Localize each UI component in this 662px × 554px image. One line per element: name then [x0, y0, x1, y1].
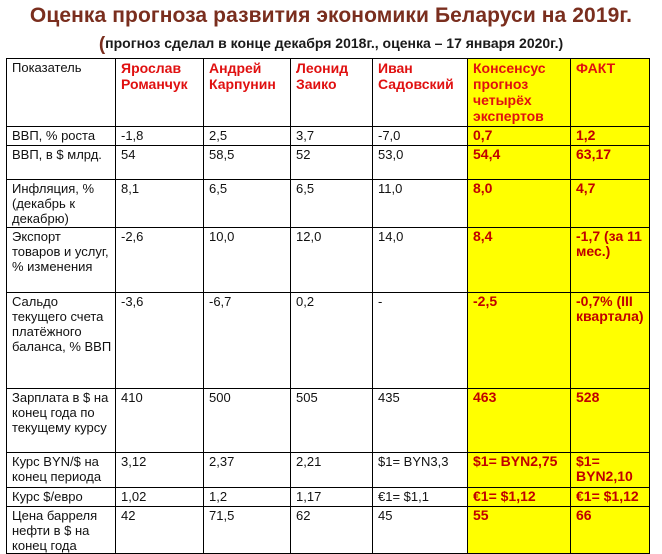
cell-fact: 1,2 [571, 127, 650, 146]
cell-consensus: 8,4 [468, 228, 571, 293]
table-row [7, 293, 650, 389]
cell-sadovsky: $1= BYN3,3 [373, 453, 468, 488]
cell-sadovsky: 45 [373, 507, 468, 554]
row-label: Курс $/евро [7, 488, 116, 507]
cell-fact: -1,7 (за 11 мес.) [571, 228, 650, 293]
page-subtitle [0, 34, 662, 56]
header-romanchuk: Ярослав Романчук [116, 59, 204, 127]
cell-fact: 66 [571, 507, 650, 554]
cell-romanchuk: -2,6 [116, 228, 204, 293]
header-karpunin: Андрей Карпунин [204, 59, 291, 127]
row-label: Инфляция, % (декабрь к декабрю) [7, 180, 116, 228]
table-row [7, 507, 650, 554]
cell-karpunin: -6,7 [204, 293, 291, 389]
cell-zaiko: 1,17 [291, 488, 373, 507]
table-row [7, 180, 650, 228]
cell-fact: €1= $1,12 [571, 488, 650, 507]
cell-consensus: 463 [468, 389, 571, 453]
cell-zaiko: 505 [291, 389, 373, 453]
cell-fact: $1= BYN2,10 [571, 453, 650, 488]
cell-fact: 63,17 [571, 146, 650, 180]
table-row [7, 127, 650, 146]
table-row [7, 146, 650, 180]
row-label: Сальдо текущего счета платёжного баланса, % ВВП [7, 293, 116, 389]
cell-romanchuk: 1,02 [116, 488, 204, 507]
cell-consensus: 8,0 [468, 180, 571, 228]
cell-sadovsky: 11,0 [373, 180, 468, 228]
header-row [7, 59, 650, 127]
cell-romanchuk: 54 [116, 146, 204, 180]
cell-fact: 528 [571, 389, 650, 453]
cell-sadovsky: - [373, 293, 468, 389]
forecast-table [6, 58, 650, 554]
cell-consensus: 55 [468, 507, 571, 554]
cell-sadovsky: -7,0 [373, 127, 468, 146]
row-label: Курс BYN/$ на конец периода [7, 453, 116, 488]
cell-romanchuk: 42 [116, 507, 204, 554]
cell-sadovsky: 14,0 [373, 228, 468, 293]
cell-karpunin: 2,5 [204, 127, 291, 146]
header-sadovsky: Иван Садовский [373, 59, 468, 127]
table-row [7, 488, 650, 507]
row-label: Экспорт товаров и услуг, % изменения [7, 228, 116, 293]
cell-romanchuk: -3,6 [116, 293, 204, 389]
subtitle-paren: ( [98, 34, 106, 55]
table-row [7, 389, 650, 453]
row-label: ВВП, в $ млрд. [7, 146, 116, 180]
cell-romanchuk: -1,8 [116, 127, 204, 146]
cell-zaiko: 3,7 [291, 127, 373, 146]
row-label: ВВП, % роста [7, 127, 116, 146]
cell-romanchuk: 8,1 [116, 180, 204, 228]
cell-zaiko: 52 [291, 146, 373, 180]
cell-consensus: €1= $1,12 [468, 488, 571, 507]
cell-zaiko: 2,21 [291, 453, 373, 488]
header-consensus: Консенсус прогноз четырёх экспертов [468, 59, 571, 127]
cell-romanchuk: 410 [116, 389, 204, 453]
cell-karpunin: 71,5 [204, 507, 291, 554]
cell-sadovsky: 53,0 [373, 146, 468, 180]
cell-romanchuk: 3,12 [116, 453, 204, 488]
cell-consensus: 54,4 [468, 146, 571, 180]
header-fact: ФАКТ [571, 59, 650, 127]
header-zaiko: Леонид Заико [291, 59, 373, 127]
cell-zaiko: 12,0 [291, 228, 373, 293]
cell-karpunin: 2,37 [204, 453, 291, 488]
cell-consensus: $1= BYN2,75 [468, 453, 571, 488]
cell-consensus: 0,7 [468, 127, 571, 146]
cell-karpunin: 1,2 [204, 488, 291, 507]
cell-karpunin: 500 [204, 389, 291, 453]
cell-zaiko: 0,2 [291, 293, 373, 389]
row-label: Зарплата в $ на конец года по текущему курсу [7, 389, 116, 453]
cell-sadovsky: 435 [373, 389, 468, 453]
subtitle-text: прогноз сделал в конце декабря 2018г., оценка – 17 января 2020г.) [105, 35, 564, 51]
cell-karpunin: 58,5 [204, 146, 291, 180]
cell-fact: -0,7% (III квартала) [571, 293, 650, 389]
cell-zaiko: 6,5 [291, 180, 373, 228]
header-indicator: Показатель [7, 59, 116, 127]
table-row [7, 228, 650, 293]
cell-karpunin: 6,5 [204, 180, 291, 228]
row-label: Цена барреля нефти в $ на конец года [7, 507, 116, 554]
cell-consensus: -2,5 [468, 293, 571, 389]
cell-karpunin: 10,0 [204, 228, 291, 293]
table-row [7, 453, 650, 488]
cell-zaiko: 62 [291, 507, 373, 554]
cell-sadovsky: €1= $1,1 [373, 488, 468, 507]
page-title: Оценка прогноза развития экономики Беларуси на 2019г. [29, 4, 633, 27]
cell-fact: 4,7 [571, 180, 650, 228]
